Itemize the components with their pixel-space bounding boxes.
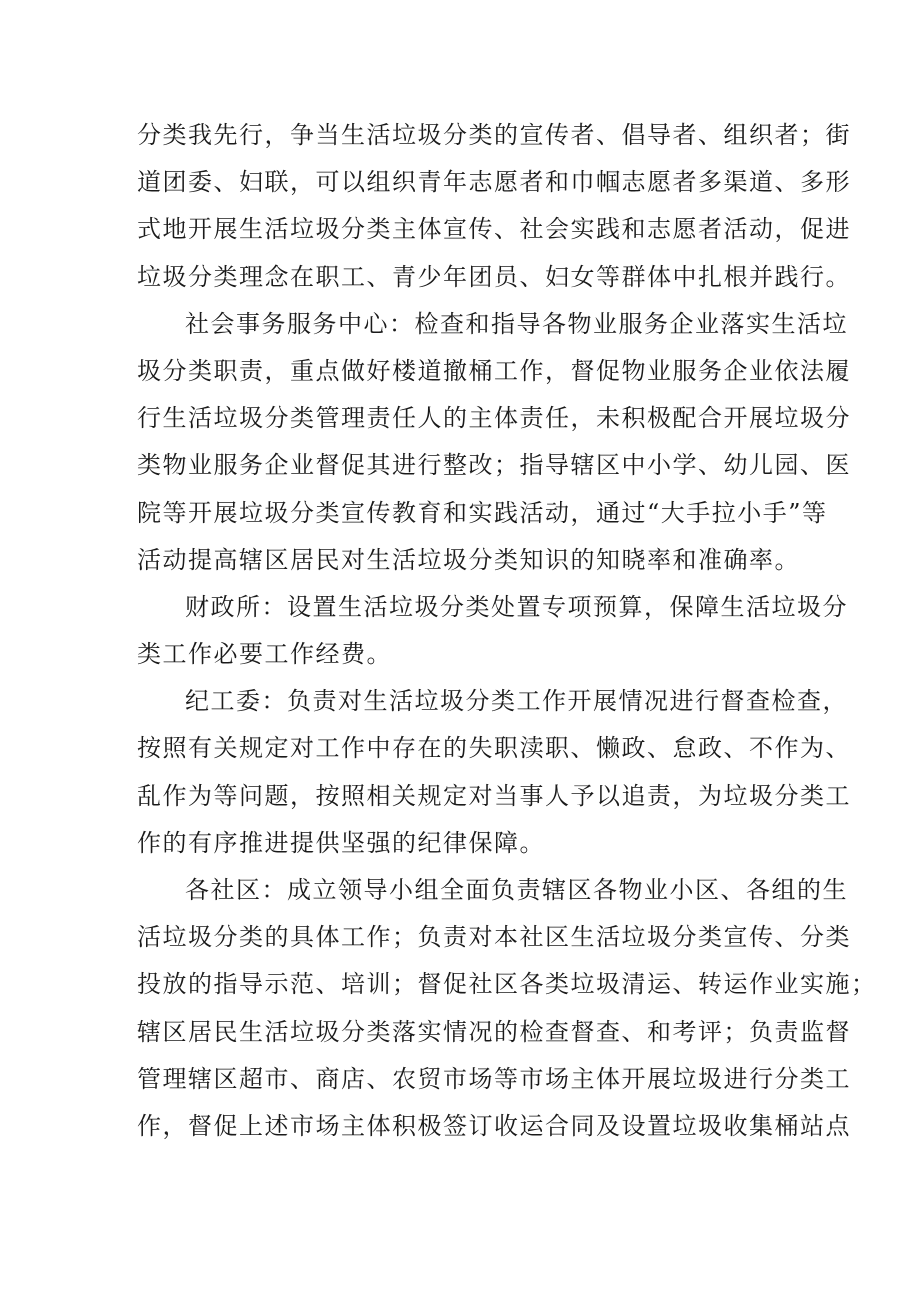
text-line: 活动提高辖区居民对生活垃圾分类知识的知晓率和准确率。 bbox=[137, 545, 800, 574]
text-line: 分类我先行，争当生活垃圾分类的宣传者、倡导者、组织者；街 bbox=[137, 121, 851, 149]
text-line: 作，督促上述市场主体积极签订收运合同及设置垃圾收集桶站点 bbox=[137, 1111, 851, 1140]
text-line: 院等开展垃圾分类宣传教育和实践活动，通过“大手拉小手”等 bbox=[137, 498, 828, 527]
text-line: 纪工委：负责对生活垃圾分类工作开展情况进行督查检查， bbox=[185, 687, 848, 716]
text-line: 道团委、妇联，可以组织青年志愿者和巾帼志愿者多渠道、多形 bbox=[137, 168, 851, 197]
document-body bbox=[137, 112, 877, 1150]
text-line: 管理辖区超市、商店、农贸市场等市场主体开展垃圾进行分类工 bbox=[137, 1064, 851, 1093]
text-line: 式地开展生活垃圾分类主体宣传、社会实践和志愿者活动，促进 bbox=[137, 215, 851, 244]
text-line: 作的有序推进提供坚强的纪律保障。 bbox=[137, 828, 545, 857]
text-line: 行生活垃圾分类管理责任人的主体责任，未积极配合开展垃圾分 bbox=[137, 404, 851, 433]
text-line: 类工作必要工作经费。 bbox=[137, 640, 392, 669]
text-line: 财政所：设置生活垃圾分类处置专项预算，保障生活垃圾分 bbox=[185, 592, 848, 621]
text-line: 活垃圾分类的具体工作；负责对本社区生活垃圾分类宣传、分类 bbox=[137, 923, 851, 952]
text-line: 按照有关规定对工作中存在的失职渎职、懒政、怠政、不作为、 bbox=[137, 734, 851, 763]
text-line: 各社区：成立领导小组全面负责辖区各物业小区、各组的生 bbox=[185, 876, 848, 904]
text-line: 投放的指导示范、培训；督促社区各类垃圾清运、转运作业实施； bbox=[137, 970, 877, 999]
text-line: 圾分类职责，重点做好楼道撤桶工作，督促物业服务企业依法履 bbox=[137, 356, 851, 385]
text-line: 类物业服务企业督促其进行整改；指导辖区中小学、幼儿园、医 bbox=[137, 451, 851, 480]
text-line: 垃圾分类理念在职工、青少年团员、妇女等群体中扎根并践行。 bbox=[137, 262, 851, 291]
text-line: 社会事务服务中心：检查和指导各物业服务企业落实生活垃 bbox=[185, 309, 848, 338]
text-line: 辖区居民生活垃圾分类落实情况的检查督查、和考评；负责监督 bbox=[137, 1017, 851, 1046]
text-line: 乱作为等问题，按照相关规定对当事人予以追责，为垃圾分类工 bbox=[137, 781, 851, 810]
